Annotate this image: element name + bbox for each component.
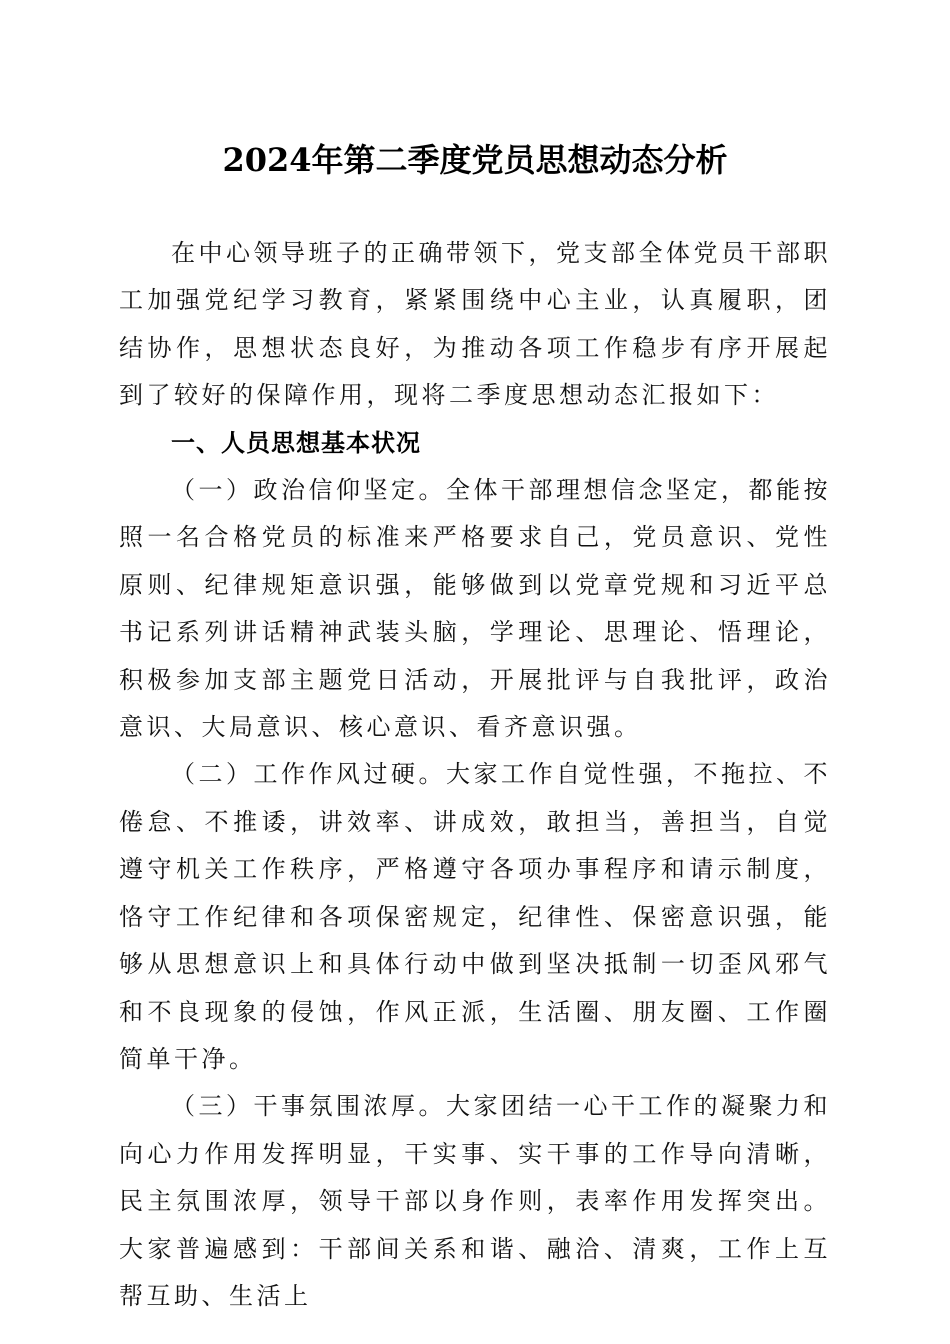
subsection-paragraph-1: （一）政治信仰坚定。全体干部理想信念坚定，都能按照一名合格党员的标准来严格要求自己，党员意识、党性原则、纪律规矩意识强，能够做到以党章党规和习近平总书记系列讲话精神武装头脑，学理论、思理论、悟理论，积极参加支部主题党日活动，开展批评与自我批评，政治意识、大局意识、核心意识、看齐意识强。 [119,476,831,742]
page-title: 2024年第二季度党员思想动态分析 [222,141,728,179]
section-heading-1: 一、人员思想基本状况 [171,428,421,457]
document-body [119,230,831,1320]
intro-paragraph: 在中心领导班子的正确带领下，党支部全体党员干部职工加强党纪学习教育，紧紧围绕中心主业，认真履职，团结协作，思想状态良好，为推动各项工作稳步有序开展起到了较好的保障作用，现将二季度思想动态汇报如下： [119,239,831,410]
subsection-paragraph-2: （二）工作作风过硬。大家工作自觉性强，不拖拉、不倦怠、不推诿，讲效率、讲成效，敢担当，善担当，自觉遵守机关工作秩序，严格遵守各项办事程序和请示制度，恪守工作纪律和各项保密规定，纪律性、保密意识强，能够从思想意识上和具体行动中做到坚决抵制一切歪风邪气和不良现象的侵蚀，作风正派，生活圈、朋友圈、工作圈简单干净。 [119,760,831,1073]
subsection-paragraph-3: （三）干事氛围浓厚。大家团结一心干工作的凝聚力和向心力作用发挥明显，干实事、实干事的工作导向清晰，民主氛围浓厚，领导干部以身作则，表率作用发挥突出。大家普遍感到：干部间关系和谐、融洽、清爽，工作上互帮互助、生活上 [119,1092,831,1310]
